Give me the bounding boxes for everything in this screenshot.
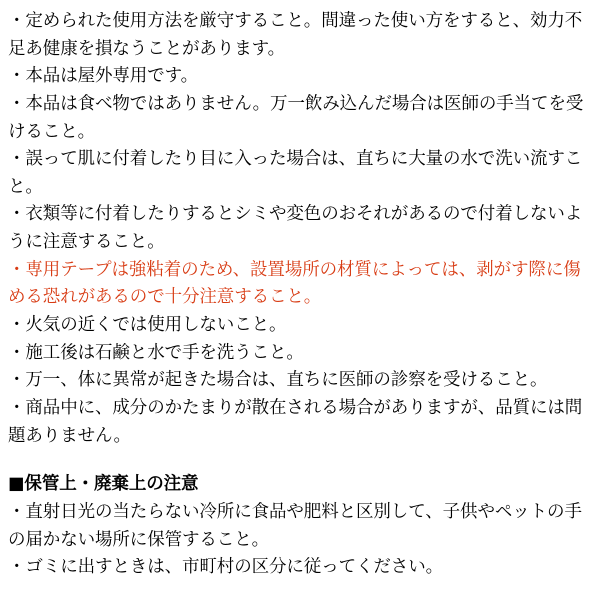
paragraph-usage-rule: ・定められた使用方法を厳守すること。間違った使い方をすると、効力不足あ健康を損なうことがあります。 <box>8 11 583 59</box>
paragraph-disposal-rule: ・ゴミに出すときは、市町村の区分に従ってください。 <box>8 557 443 578</box>
paragraph-wash-hands: ・施工後は石鹸と水で手を洗うこと。 <box>8 342 304 363</box>
section-spacer <box>8 450 592 471</box>
paragraph-see-doctor: ・万一、体に異常が起きた場合は、直ちに医師の診察を受けること。 <box>8 370 548 391</box>
heading-storage-disposal: ■保管上・廃棄上の注意 <box>8 474 199 495</box>
paragraph-outdoor-only: ・本品は屋外専用です。 <box>8 66 198 87</box>
paragraph-clothing-stain: ・衣類等に付着したりするとシミや変色のおそれがあるので付着しないように注意すること。 <box>8 204 583 253</box>
paragraph-ingredient-lumps: ・商品中に、成分のかたまりが散在される場合がありますが、品質には問題ありません。 <box>8 397 583 446</box>
paragraph-skin-eye-contact: ・誤って肌に付着したり目に入った場合は、直ちに大量の水で洗い流すこと。 <box>8 149 583 197</box>
paragraph-storage-location: ・直射日光の当たらない冷所に食品や肥料と区別して、子供やペットの手の届かない場所に保管すること。 <box>8 501 582 550</box>
paragraph-not-food: ・本品は食べ物ではありません。万一飲み込んだ場合は医師の手当てを受けること。 <box>8 93 584 142</box>
paragraph-adhesive-tape-warning: ・専用テープは強粘着のため、設置場所の材質によっては、剥がす際に傷める恐れがあるので十分注意すること。 <box>8 259 581 308</box>
paragraph-no-fire: ・火気の近くでは使用しないこと。 <box>8 315 287 336</box>
